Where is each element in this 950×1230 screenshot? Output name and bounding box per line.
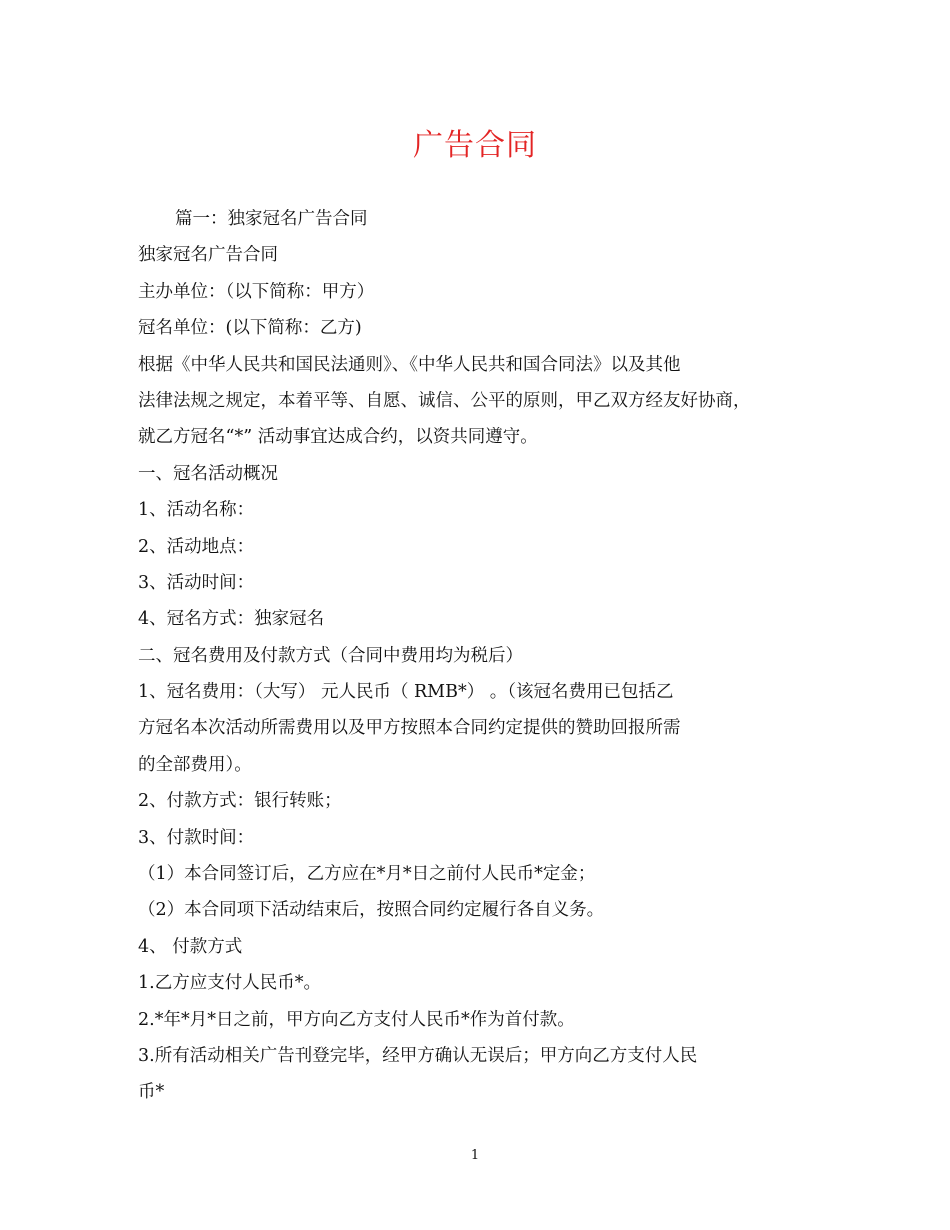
- payment-method: 2、付款方式：银行转账；: [138, 791, 342, 812]
- payment-terms-heading: 4、 付款方式: [138, 936, 243, 957]
- payment-term-2: 2.*年*月*日之前，甲方向乙方支付人民币*作为首付款。: [138, 1009, 575, 1030]
- article-one-heading: 一、冠名活动概况: [138, 463, 278, 484]
- payment-term-3-line-1: 3.所有活动相关广告刊登完毕，经甲方确认无误后；甲方向乙方支付人民: [138, 1045, 698, 1066]
- activity-name: 1、活动名称：: [138, 500, 255, 521]
- sponsorship-method: 4、冠名方式：独家冠名: [138, 609, 325, 630]
- page-number: 1: [470, 1148, 480, 1163]
- activity-location: 2、活动地点：: [138, 536, 255, 557]
- preamble-line-2: 法律法规之规定，本着平等、自愿、诚信、公平的原则，甲乙双方经友好协商，: [138, 390, 751, 411]
- payment-term-1: 1.乙方应支付人民币*。: [138, 973, 321, 994]
- article-two-heading: 二、冠名费用及付款方式（合同中费用均为税后）: [138, 645, 523, 666]
- payment-time-item-2: （2）本合同项下活动结束后，按照合同约定履行各自义务。: [138, 900, 605, 921]
- contract-name: 独家冠名广告合同: [138, 245, 278, 266]
- sponsorship-fee-line-3: 的全部费用）。: [138, 754, 252, 775]
- organizer-line: 主办单位：（以下简称：甲方）: [138, 281, 375, 302]
- payment-time-item-1: （1）本合同签订后，乙方应在*月*日之前付人民币*定金；: [138, 864, 596, 885]
- document-body: [138, 201, 828, 1111]
- section-heading-part-one: 篇一：独家冠名广告合同: [175, 209, 368, 229]
- document-title: 广告合同: [413, 128, 537, 163]
- payment-time: 3、付款时间：: [138, 827, 255, 848]
- sponsor-line: 冠名单位：(以下简称：乙方): [138, 318, 362, 339]
- payment-term-3-line-2: 币*: [138, 1082, 165, 1103]
- preamble-line-3: 就乙方冠名“*” 活动事宜达成合约，以资共同遵守。: [138, 427, 538, 448]
- activity-time: 3、活动时间：: [138, 572, 255, 593]
- preamble-line-1: 根据《中华人民共和国民法通则》、《中华人民共和国合同法》以及其他: [138, 354, 681, 375]
- sponsorship-fee-line-2: 方冠名本次活动所需费用以及甲方按照本合同约定提供的赞助回报所需: [138, 718, 681, 739]
- sponsorship-fee-line-1: 1、冠名费用：（大写） 元人民币（ RMB*） 。（该冠名费用已包括乙: [138, 682, 674, 703]
